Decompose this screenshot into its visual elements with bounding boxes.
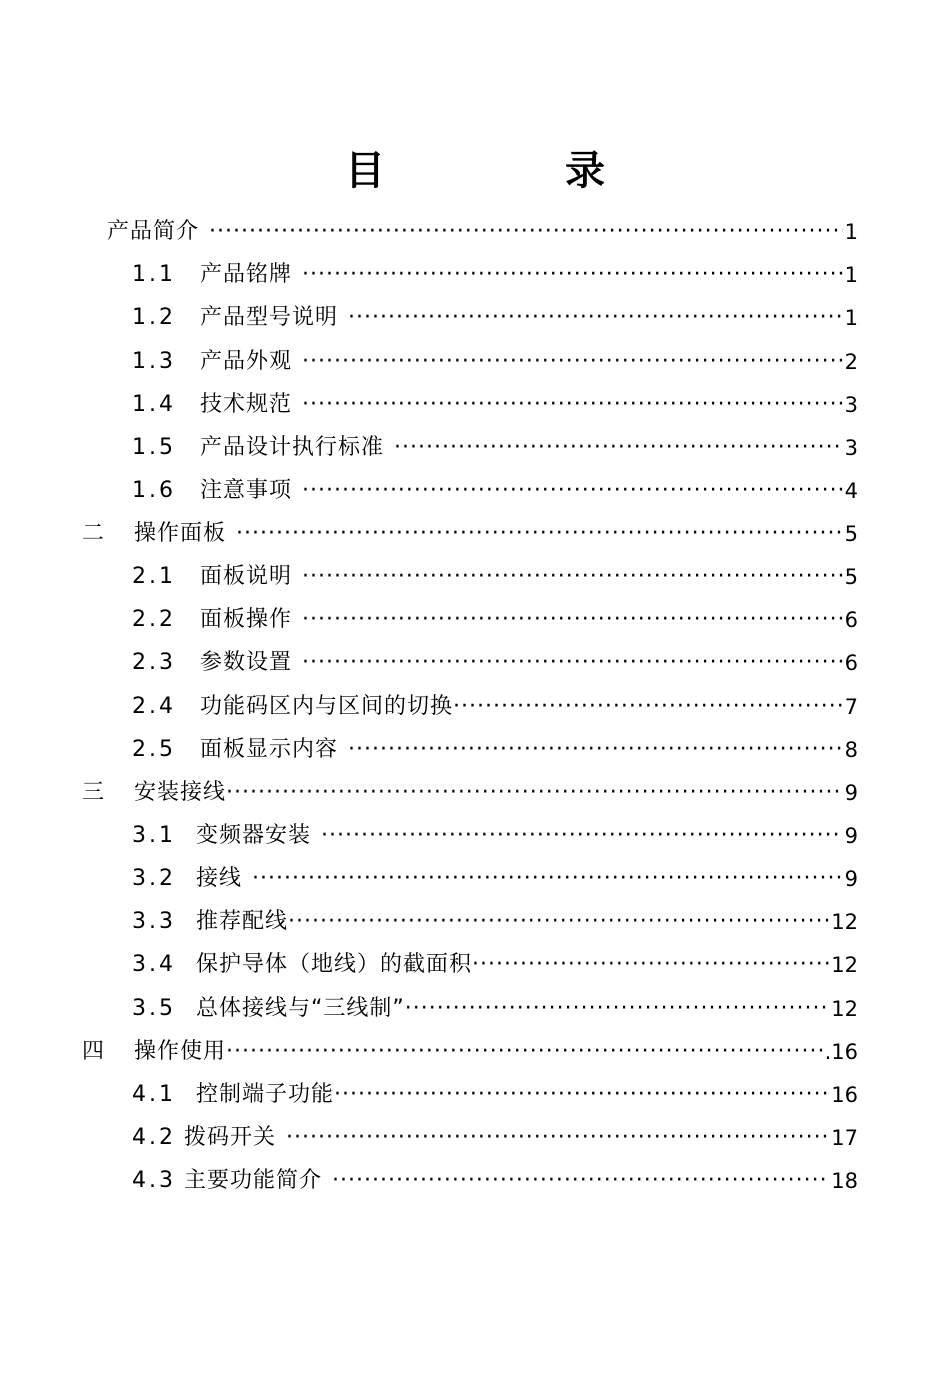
- toc-entry-number: 1.3: [132, 349, 176, 374]
- toc-entry[interactable]: [132, 600, 858, 640]
- toc-entry-number: 1.2: [132, 305, 176, 330]
- toc-entry-label: 保护导体（地线）的截面积: [196, 952, 473, 977]
- toc-leader-dots: [302, 471, 843, 511]
- toc-leader-dots: [348, 298, 843, 338]
- toc-entry-number: 1.5: [132, 435, 176, 460]
- toc-entry-label: 面板操作: [200, 607, 293, 632]
- toc-entry-number: 2.2: [132, 607, 176, 632]
- toc-leader-dots: [286, 1118, 829, 1158]
- toc-entry-number: 4.2: [132, 1125, 176, 1150]
- toc-leader-dots: [226, 1032, 823, 1072]
- toc-entry-page-number: 8: [844, 738, 858, 762]
- toc-leader-dots: [302, 643, 843, 683]
- toc-entry-page-number: 1: [844, 220, 858, 244]
- toc-entry[interactable]: [132, 255, 858, 295]
- toc-entry-label: 控制端子功能: [196, 1082, 335, 1107]
- toc-entry-page-number: 5: [844, 522, 858, 546]
- toc-entry[interactable]: [132, 945, 858, 985]
- toc-entry-label: 拨码开关: [184, 1125, 277, 1150]
- toc-entry-page-number: 5: [844, 565, 858, 589]
- toc-entry-label: 产品外观: [200, 349, 293, 374]
- toc-leader-dots: [209, 212, 843, 252]
- toc-entry-label: 产品铭牌: [200, 262, 293, 287]
- toc-entry[interactable]: [132, 385, 858, 425]
- toc-entry[interactable]: [82, 514, 858, 554]
- toc-entry-number: 1.6: [132, 478, 176, 503]
- toc-entry-page-number: 1: [844, 263, 858, 287]
- toc-entry-page-number: 2: [844, 350, 858, 374]
- toc-entry-label: 技术规范: [200, 392, 293, 417]
- toc-leader-dots: [334, 1075, 829, 1115]
- toc-entry[interactable]: [132, 471, 858, 511]
- toc-entry[interactable]: [132, 643, 858, 683]
- toc-entry-number: 三: [82, 780, 108, 805]
- toc-leader-dots: [252, 859, 843, 899]
- toc-entry-label: 注意事项: [200, 478, 293, 503]
- toc-entry-label: 接线: [196, 866, 243, 891]
- toc-leader-dots: [302, 255, 843, 295]
- toc-entry-label: 面板显示内容: [200, 737, 339, 762]
- toc-entry[interactable]: [82, 1032, 858, 1072]
- toc-entry[interactable]: [132, 557, 858, 597]
- toc-entry[interactable]: [132, 902, 858, 942]
- toc-entry-number: 2.3: [132, 650, 176, 675]
- toc-entry[interactable]: [132, 989, 858, 1029]
- toc-entry-number: 3.5: [132, 996, 176, 1021]
- toc-leader-dots: [236, 514, 843, 554]
- toc-entry-page-number: .16: [824, 1040, 858, 1064]
- toc-leader-dots: [302, 600, 843, 640]
- toc-entry-label: 总体接线与“三线制”: [196, 996, 405, 1021]
- toc-entry-number: 3.3: [132, 909, 176, 934]
- toc-entry-label: 推荐配线: [196, 909, 289, 934]
- toc-entry-label: 变频器安装: [196, 823, 312, 848]
- toc-entry[interactable]: [132, 298, 858, 338]
- page-title: 目 录: [345, 148, 675, 194]
- toc-entry-label: 参数设置: [200, 650, 293, 675]
- toc-entry-page-number: 17: [831, 1126, 858, 1150]
- toc-entry-number: 3.2: [132, 866, 176, 891]
- toc-leader-dots: [348, 730, 843, 770]
- toc-entry-page-number: 3: [844, 436, 858, 460]
- toc-leader-dots: [288, 902, 829, 942]
- toc-leader-dots: [226, 773, 843, 813]
- toc-entry-page-number: 4: [844, 479, 858, 503]
- toc-entry-label: 安装接线: [134, 780, 227, 805]
- toc-entry-number: 1.1: [132, 262, 176, 287]
- toc-entry-page-number: 12: [831, 953, 858, 977]
- toc-entry-number: 四: [82, 1039, 108, 1064]
- toc-leader-dots: [302, 557, 843, 597]
- toc-entry[interactable]: [132, 687, 858, 727]
- toc-entry[interactable]: [107, 212, 858, 252]
- toc-entry-number: 1.4: [132, 392, 176, 417]
- toc-entry[interactable]: [132, 342, 858, 382]
- toc-entry[interactable]: [132, 859, 858, 899]
- toc-entry-page-number: 3: [844, 393, 858, 417]
- toc-leader-dots: [321, 816, 843, 856]
- toc-leader-dots: [332, 1161, 829, 1201]
- toc-entry-number: 2.5: [132, 737, 176, 762]
- toc-entry-label: 主要功能简介: [184, 1168, 323, 1193]
- toc-entry[interactable]: [132, 1075, 858, 1115]
- toc-entry-number: 2.4: [132, 694, 176, 719]
- toc-entry-number: 2.1: [132, 564, 176, 589]
- toc-entry-page-number: 6: [844, 608, 858, 632]
- toc-leader-dots: [453, 687, 843, 727]
- toc-entry-page-number: 9: [844, 867, 858, 891]
- toc-entry-page-number: 12: [831, 997, 858, 1021]
- toc-entry-page-number: 9: [844, 824, 858, 848]
- toc-entry-label: 面板说明: [200, 564, 293, 589]
- toc-leader-dots: [302, 385, 843, 425]
- toc-entry-page-number: 6: [844, 651, 858, 675]
- toc-entry-label: 操作面板: [134, 521, 227, 546]
- toc-entry-number: 3.4: [132, 952, 176, 977]
- toc-entry[interactable]: [132, 730, 858, 770]
- toc-leader-dots: [405, 989, 829, 1029]
- toc-entry[interactable]: [132, 1161, 858, 1201]
- toc-entry-label: 产品型号说明: [200, 305, 339, 330]
- toc-entry-number: 二: [82, 521, 108, 546]
- toc-entry-label: 功能码区内与区间的切换: [200, 694, 454, 719]
- toc-entry[interactable]: [132, 1118, 858, 1158]
- toc-entry-label: 产品设计执行标准: [200, 435, 385, 460]
- toc-entry[interactable]: [132, 816, 858, 856]
- toc-entry-page-number: 1: [844, 306, 858, 330]
- toc-entry-page-number: 16: [831, 1083, 858, 1107]
- toc-entry-number: 3.1: [132, 823, 176, 848]
- toc-entry-number: 4.1: [132, 1082, 176, 1107]
- toc-entry-page-number: 9: [844, 781, 858, 805]
- toc-leader-dots: [302, 342, 843, 382]
- toc-entry-page-number: 12: [831, 910, 858, 934]
- toc-entry-page-number: 7: [844, 695, 858, 719]
- toc-entry-label: 产品简介: [107, 219, 200, 244]
- toc-entry[interactable]: [82, 773, 858, 813]
- toc-leader-dots: [472, 945, 829, 985]
- toc-entry[interactable]: [132, 428, 858, 468]
- toc-entry-number: 4.3: [132, 1168, 176, 1193]
- toc-entry-page-number: 18: [831, 1169, 858, 1193]
- toc-leader-dots: [394, 428, 843, 468]
- toc-entry-label: 操作使用: [134, 1039, 227, 1064]
